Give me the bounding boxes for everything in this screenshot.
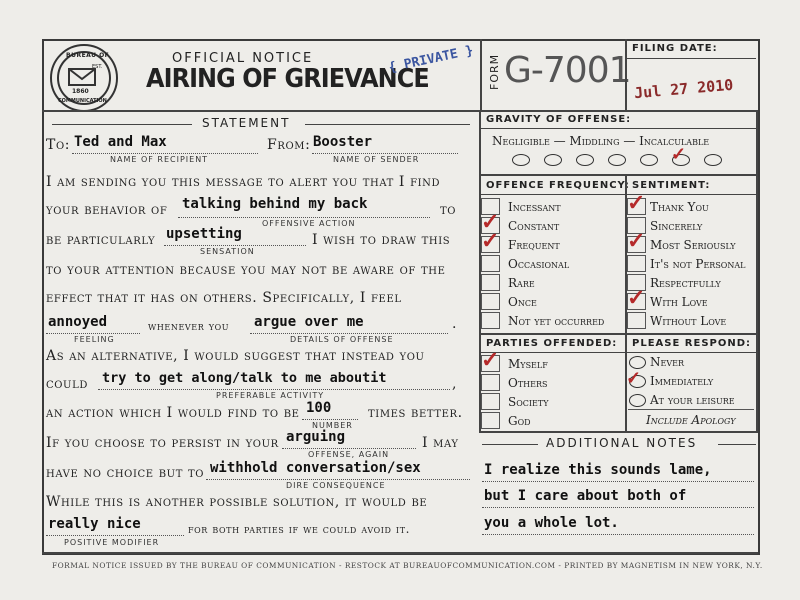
form-label: FORM <box>488 53 501 90</box>
statement-line-8-end: , <box>452 376 458 392</box>
frequency-checkbox[interactable] <box>481 255 500 272</box>
to-label: To: <box>46 137 71 153</box>
filing-date-rule <box>625 58 756 59</box>
statement-line-5: effect that it has on others. Specifically, I feel <box>46 290 402 306</box>
sentiment-label: Most Seriously <box>650 238 736 252</box>
dire-consequence-field[interactable]: withhold conversation/sex <box>210 460 421 476</box>
statement-line-8-pre: could <box>46 376 88 392</box>
footer-text: FORMAL NOTICE ISSUED BY THE BUREAU OF COMMUNICATION - RESTOCK AT BUREAUOFCOMMUNICATION.COM - PRINTED BY MAGNETISM IN NEW YORK, N.Y. <box>52 561 763 570</box>
additional-notes-heading: ADDITIONAL NOTES <box>546 436 698 450</box>
gravity-option[interactable] <box>608 154 626 166</box>
respond-label: At your leisure <box>650 393 735 407</box>
frequency-checkbox[interactable] <box>481 312 500 329</box>
parties-label: God <box>508 414 531 428</box>
offensive-action-caption: OFFENSIVE ACTION <box>262 219 356 228</box>
from-label: From: <box>267 137 311 153</box>
frequency-label: Once <box>508 295 537 309</box>
parties-heading: PARTIES OFFENDED: <box>486 338 618 349</box>
recipient-field[interactable]: Ted and Max <box>74 134 167 150</box>
sentiment-label: Thank You <box>650 200 709 214</box>
notes-line-2[interactable]: but I care about both of <box>484 488 687 504</box>
gravity-scale-label: Negligible — Middling — Incalculable <box>492 134 710 148</box>
statement-line-1: I am sending you this message to alert you that I find <box>46 174 441 190</box>
gravity-mark-icon: ✓ <box>671 144 687 165</box>
bureau-seal <box>50 44 118 112</box>
page-title: AIRING OF GRIEVANCE <box>146 64 429 94</box>
statement-line-6-end: . <box>452 316 458 332</box>
statement-line-10-pre: If you choose to persist in your <box>46 435 279 451</box>
sender-caption: NAME OF SENDER <box>333 155 420 164</box>
gravity-option[interactable] <box>512 154 530 166</box>
sentiment-label: Respectfully <box>650 276 721 290</box>
dire-consequence-caption: DIRE CONSEQUENCE <box>286 481 386 490</box>
sentiment-check-icon: ✓ <box>627 190 646 216</box>
include-apology-label: Include Apology <box>646 413 736 427</box>
respond-heading: PLEASE RESPOND: <box>632 338 752 349</box>
positive-modifier-caption: POSITIVE MODIFIER <box>64 538 160 547</box>
statement-line-13-post: for both parties if we could avoid it. <box>188 522 411 536</box>
sensation-caption: SENSATION <box>200 247 255 256</box>
envelope-icon <box>68 68 96 90</box>
offense-again-field[interactable]: arguing <box>286 429 346 445</box>
sentiment-label: Sincerely <box>650 219 703 233</box>
sensation-field[interactable]: upsetting <box>166 226 242 242</box>
parties-checkbox[interactable] <box>481 374 500 391</box>
frequency-checkbox[interactable] <box>481 293 500 310</box>
respond-mark-icon: ✓ <box>626 368 642 389</box>
frequency-check-icon: ✓ <box>481 228 500 254</box>
date-divider <box>625 39 627 111</box>
respond-label: Immediately <box>650 374 714 388</box>
gravity-option[interactable] <box>576 154 594 166</box>
header-divider <box>480 39 482 111</box>
sentiment-check-icon: ✓ <box>627 285 646 311</box>
frequency-label: Not yet occurred <box>508 314 605 328</box>
gravity-heading: GRAVITY OF OFFENSE: <box>486 114 632 125</box>
statement-line-11-pre: have no choice but to <box>46 465 205 481</box>
feeling-caption: FEELING <box>74 335 115 344</box>
parties-check-icon: ✓ <box>481 347 500 373</box>
parties-label: Myself <box>508 357 548 371</box>
sentiment-heading: SENTIMENT: <box>632 180 711 191</box>
frequency-heading: OFFENCE FREQUENCY: <box>486 180 630 191</box>
details-of-offense-field[interactable]: argue over me <box>254 314 364 330</box>
sentiment-label: With Love <box>650 295 708 309</box>
statement-line-3-post: I wish to draw this <box>312 232 451 248</box>
sender-field[interactable]: Booster <box>313 134 373 150</box>
offense-again-caption: OFFENSE, AGAIN <box>308 450 390 459</box>
gravity-option[interactable] <box>704 154 722 166</box>
frequency-check-icon: ✓ <box>481 209 500 235</box>
number-caption: NUMBER <box>312 421 353 430</box>
preferable-activity-field[interactable]: try to get along/talk to me aboutit <box>102 370 387 386</box>
statement-line-9-pre: an action which I would find to be <box>46 405 300 421</box>
frequency-label: Constant <box>508 219 560 233</box>
sentiment-check-icon: ✓ <box>627 228 646 254</box>
statement-line-6-mid: whenever you <box>148 319 230 333</box>
sentiment-checkbox[interactable] <box>627 312 646 329</box>
seal-est: EST. <box>92 64 103 70</box>
statement-line-3-pre: be particularly <box>46 232 156 248</box>
details-caption: DETAILS OF OFFENSE <box>290 335 394 344</box>
respond-label: Never <box>650 355 684 369</box>
statement-line-2-pre: your behavior of <box>46 202 168 218</box>
preferable-activity-caption: PREFERABLE ACTIVITY <box>216 391 325 400</box>
seal-bottom-text: COMMUNICATION <box>58 98 107 104</box>
seal-top-text: BUREAU OF <box>66 52 110 59</box>
recipient-caption: NAME OF RECIPIENT <box>110 155 209 164</box>
statement-line-4: to your attention because you may not be aware of the <box>46 262 446 278</box>
statement-line-10-post: I may <box>422 435 459 451</box>
number-field[interactable]: 100 <box>306 400 332 416</box>
frequency-label: Incessant <box>508 200 561 214</box>
statement-line-12: While this is another possible solution, it would be <box>46 494 428 510</box>
include-apology-box[interactable] <box>628 409 754 430</box>
statement-line-2-post: to <box>440 202 457 218</box>
positive-modifier-field[interactable]: really nice <box>48 516 141 532</box>
offensive-action-field[interactable]: talking behind my back <box>182 196 368 212</box>
frequency-checkbox[interactable] <box>481 274 500 291</box>
private-stamp: { PRIVATE } <box>387 43 475 76</box>
official-notice-label: OFFICIAL NOTICE <box>172 51 314 66</box>
form-number: G-7001 <box>504 50 631 91</box>
respond-radio[interactable] <box>629 394 646 407</box>
parties-label: Society <box>508 395 549 409</box>
statement-line-9-post: times better. <box>368 405 463 421</box>
statement-line-7: As an alternative, I would suggest that instead you <box>46 348 425 364</box>
parties-label: Others <box>508 376 548 390</box>
parties-checkbox[interactable] <box>481 393 500 410</box>
header-bottom-rule <box>42 110 758 112</box>
notes-line-1[interactable]: I realize this sounds lame, <box>484 462 712 478</box>
sentiment-checkbox[interactable] <box>627 255 646 272</box>
notes-line-3[interactable]: you a whole lot. <box>484 515 619 531</box>
frequency-label: Frequent <box>508 238 560 252</box>
filing-date-value: Jul 27 2010 <box>633 75 734 103</box>
parties-checkbox[interactable] <box>481 412 500 429</box>
frequency-label: Rare <box>508 276 535 290</box>
statement-heading: STATEMENT <box>202 116 291 130</box>
gravity-option[interactable] <box>544 154 562 166</box>
feeling-field[interactable]: annoyed <box>48 314 108 330</box>
seal-year: 1860 <box>72 88 89 95</box>
sentiment-label: Without Love <box>650 314 727 328</box>
sentiment-label: It's not Personal <box>650 257 746 271</box>
gravity-option[interactable] <box>640 154 658 166</box>
frequency-label: Occasional <box>508 257 570 271</box>
filing-date-label: FILING DATE: <box>632 43 718 54</box>
